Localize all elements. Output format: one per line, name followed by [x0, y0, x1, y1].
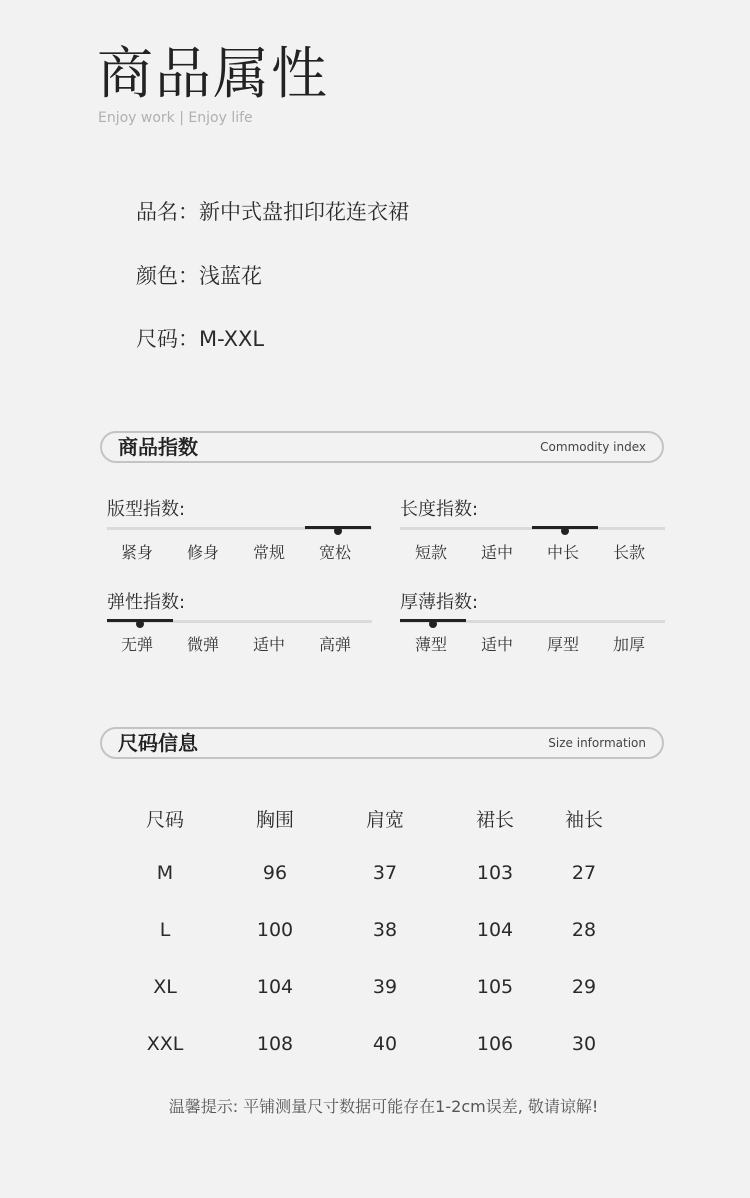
- index-option: 中长: [546, 543, 579, 562]
- attribute-product-name: [136, 196, 409, 226]
- index-option: 加厚: [612, 635, 645, 654]
- column-header: 袖长: [564, 809, 603, 831]
- table-cell: 106: [476, 1033, 514, 1055]
- index-label: 版型指数:: [107, 499, 186, 520]
- size-info-header: [100, 727, 664, 759]
- table-row: [110, 919, 618, 941]
- index-option: 紧身: [120, 543, 153, 562]
- index-marker: [334, 527, 342, 535]
- index-option: 修身: [186, 543, 219, 562]
- index-option: 厚型: [546, 635, 579, 654]
- section-title: 商品指数: [118, 435, 198, 459]
- index-option: 无弹: [120, 635, 153, 654]
- table-row: [110, 862, 618, 884]
- index-option: 高弹: [318, 635, 351, 654]
- table-cell: 96: [262, 862, 288, 884]
- index-label: 长度指数:: [400, 499, 479, 520]
- attribute-size: [136, 323, 264, 353]
- index-marker: [561, 527, 569, 535]
- size-table-header: [110, 805, 618, 832]
- column-header: 胸围: [255, 809, 294, 831]
- attribute-label: 颜色：: [136, 264, 199, 288]
- index-group-thickness: [400, 588, 478, 614]
- column-header: 裙长: [475, 809, 514, 831]
- column-header: 尺码: [145, 809, 184, 831]
- index-label: 弹性指数:: [107, 592, 186, 613]
- index-option: 短款: [414, 543, 447, 562]
- index-option: 适中: [252, 635, 285, 654]
- index-option: 微弹: [186, 635, 219, 654]
- table-cell: 29: [571, 976, 597, 998]
- table-cell: 30: [571, 1033, 597, 1055]
- table-cell: 100: [256, 919, 294, 941]
- index-group-elasticity: [107, 588, 185, 614]
- commodity-index-header: [100, 431, 664, 463]
- table-cell: 39: [372, 976, 398, 998]
- table-row: [110, 976, 618, 998]
- attribute-value: 浅蓝花: [199, 264, 262, 288]
- table-cell: 28: [571, 919, 597, 941]
- attribute-label: 品名：: [136, 200, 199, 224]
- index-option: 适中: [480, 543, 513, 562]
- index-option: 适中: [480, 635, 513, 654]
- page-title: 商品属性: [97, 42, 329, 107]
- index-track: [107, 620, 372, 623]
- index-option: 宽松: [318, 543, 351, 562]
- table-cell: 108: [256, 1033, 294, 1055]
- index-options: [104, 540, 368, 563]
- section-english-title: Commodity index: [540, 440, 646, 454]
- table-cell: M: [156, 862, 174, 884]
- section-english-title: Size information: [548, 736, 646, 750]
- table-cell: 103: [476, 862, 514, 884]
- section-title: 尺码信息: [118, 731, 198, 755]
- index-label: 厚薄指数:: [400, 592, 479, 613]
- table-cell: 40: [372, 1033, 398, 1055]
- index-marker: [136, 620, 144, 628]
- column-header: 肩宽: [365, 809, 404, 831]
- index-option: 长款: [612, 543, 645, 562]
- table-cell: 37: [372, 862, 398, 884]
- index-option: 常规: [252, 543, 285, 562]
- index-group-fit: [107, 495, 185, 521]
- index-track: [107, 527, 372, 530]
- index-marker: [429, 620, 437, 628]
- attribute-value: 新中式盘扣印花连衣裙: [199, 200, 409, 224]
- index-option: 薄型: [414, 635, 447, 654]
- index-group-length: [400, 495, 478, 521]
- index-options: [398, 540, 662, 563]
- attribute-color: [136, 260, 262, 290]
- attribute-value: M-XXL: [199, 327, 265, 351]
- table-cell: 104: [256, 976, 294, 998]
- table-cell: 38: [372, 919, 398, 941]
- index-track: [400, 620, 665, 623]
- table-cell: 105: [476, 976, 514, 998]
- table-cell: 104: [476, 919, 514, 941]
- table-cell: XL: [153, 976, 177, 998]
- table-cell: L: [159, 919, 171, 941]
- attribute-label: 尺码：: [136, 327, 199, 351]
- index-options: [398, 632, 662, 655]
- page-subtitle: Enjoy work | Enjoy life: [98, 110, 253, 126]
- index-options: [104, 632, 368, 655]
- table-cell: 27: [571, 862, 597, 884]
- index-track: [400, 527, 665, 530]
- measurement-note: 温馨提示: 平铺测量尺寸数据可能存在1-2cm误差, 敬请谅解!: [168, 1097, 599, 1116]
- table-row: [110, 1033, 618, 1055]
- table-cell: XXL: [146, 1033, 184, 1055]
